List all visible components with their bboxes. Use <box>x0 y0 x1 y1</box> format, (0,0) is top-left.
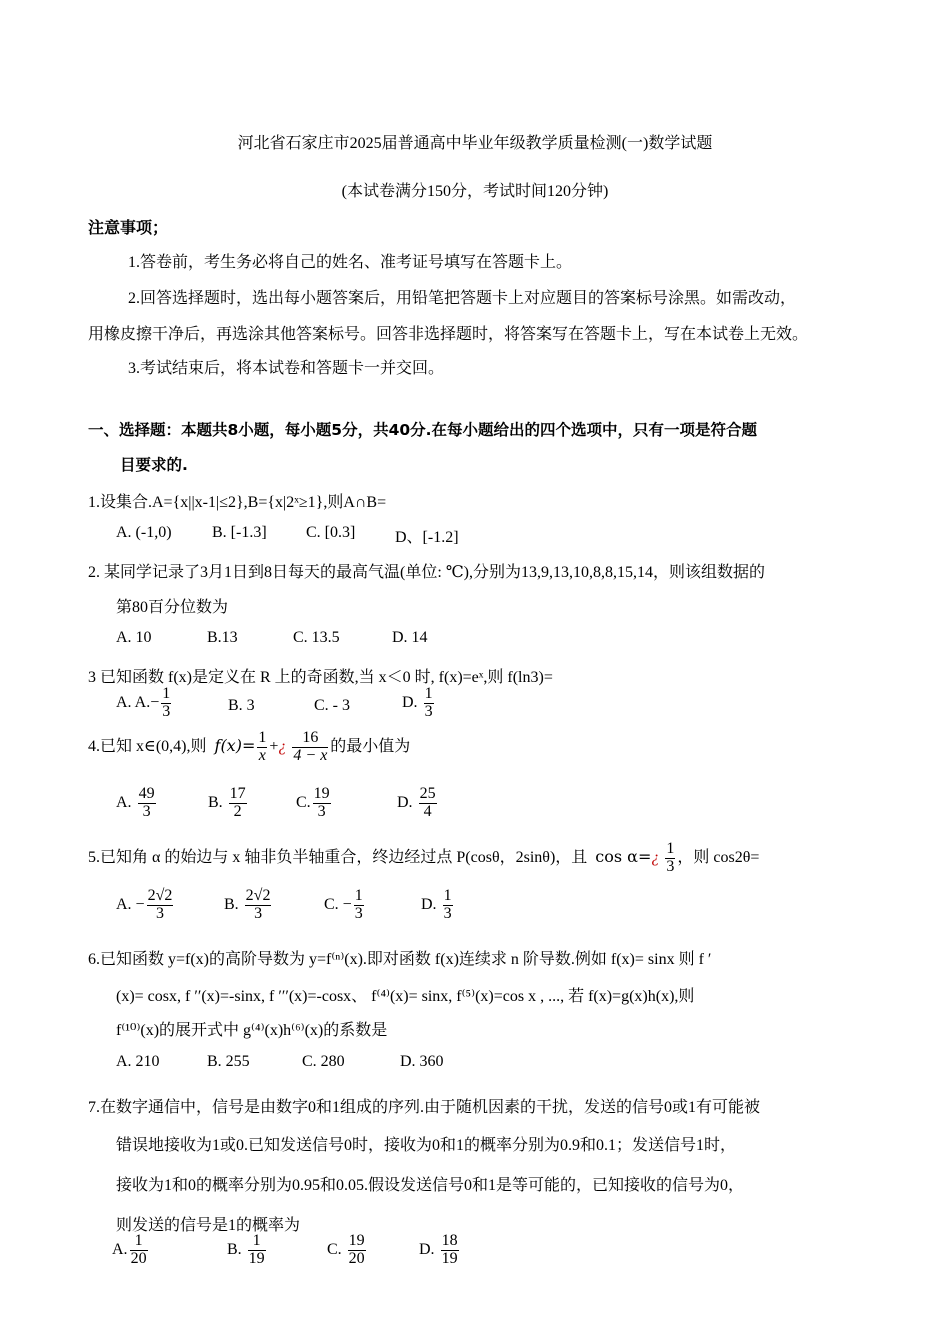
q6-option-a[interactable]: A. 210 <box>116 1053 160 1070</box>
section-heading: 一、选择题：本题共8小题，每小题5分，共40分.在每小题给出的四个选项中，只有一项是符合题 <box>88 421 758 439</box>
q3-option-d-fraction: $\frac{1}{3}$ <box>424 685 433 720</box>
question-1-stem: 1.设集合.A={x||x-1|≤2},B={x|2ˣ≥1},则A∩B= <box>88 494 387 511</box>
question-5-stem: 5.已知角 α 的始边与 x 轴非负半轴重合，终边经过点 P(cosθ，2sinθ)，且 cos α=¿ $\frac{1}{3}$ ，则 cos2θ= <box>88 840 760 875</box>
q3-option-d[interactable] <box>402 686 436 721</box>
notice-item-3: 3.考试结束后，将本试卷和答题卡一并交回。 <box>128 360 445 377</box>
q2-option-c[interactable]: C. 13.5 <box>293 629 340 646</box>
q3-option-a[interactable] <box>116 686 173 721</box>
q1-option-d[interactable]: D、[-1.2] <box>395 529 459 546</box>
q1-option-c[interactable]: C. [0.3] <box>306 524 356 541</box>
q5-option-a[interactable]: A. − $\frac{2√2}{3}$ <box>116 887 173 922</box>
question-7-line-3: 接收为1和0的概率分别为0.95和0.05.假设发送信号0和1是等可能的，已知接收的信号为0， <box>116 1177 745 1194</box>
q6-option-c[interactable]: C. 280 <box>302 1053 345 1070</box>
q4-option-d[interactable]: D. $\frac{25}{4}$ <box>397 785 436 820</box>
question-6-line-2: (x)= cosx, f ′′(x)=-sinx, f ′′′(x)=-cosx、 f⁽⁴⁾(x)= sinx, f⁽⁵⁾(x)=cos x , ..., 若 f(x)=g(x)h(x),则 <box>116 988 695 1005</box>
question-6-line-3: f⁽¹⁰⁾(x)的展开式中 g⁽⁴⁾(x)h⁽⁶⁾(x)的系数是 <box>116 1022 388 1039</box>
q7-option-d[interactable]: D. $\frac{18}{19}$ <box>419 1232 458 1267</box>
q7-option-a[interactable]: A. $\frac{1}{20}$ <box>112 1232 147 1267</box>
notice-item-1: 1.答卷前，考生务必将自己的姓名、准考证号填写在答题卡上。 <box>128 254 573 271</box>
q7-option-b[interactable]: B. $\frac{1}{19}$ <box>227 1232 265 1267</box>
q5-option-c[interactable]: C. − $\frac{1}{3}$ <box>324 887 363 922</box>
notice-heading: 注意事项； <box>88 218 169 237</box>
page-subtitle: (本试卷满分150分，考试时间120分钟) <box>341 183 609 200</box>
question-7-line-2: 错误地接收为1或0.已知发送信号0时，接收为0和1的概率分别为0.9和0.1；发送信号1时， <box>116 1137 737 1154</box>
q5-cos-fraction: $\frac{1}{3}$ <box>666 840 675 875</box>
question-2-stem: 2. 某同学记录了3月1日到8日每天的最高气温(单位: ℃),分别为13,9,13,10,8,8,15,14，则该组数据的 <box>88 564 766 581</box>
notice-item-2-cont: 用橡皮擦干净后，再选涂其他答案标号。回答非选择题时，将答案写在答题卡上，写在本试卷上无效。 <box>88 326 809 343</box>
q6-option-b[interactable]: B. 255 <box>207 1053 250 1070</box>
notice-item-2: 2.回答选择题时，选出每小题答案后，用铅笔把答题卡上对应题目的答案标号涂黑。如需改动， <box>128 290 797 307</box>
question-7-line-4: 则发送的信号是1的概率为 <box>116 1217 301 1234</box>
q4-option-a[interactable]: A. $\frac{49}{3}$ <box>116 785 155 820</box>
q2-option-a[interactable]: A. 10 <box>116 629 152 646</box>
q2-option-d[interactable]: D. 14 <box>392 629 428 646</box>
page-title: 河北省石家庄市2025届普通高中毕业年级教学质量检测(一)数学试题 <box>237 135 713 152</box>
q3-option-b[interactable]: B. 3 <box>228 697 255 714</box>
q1-option-b[interactable]: B. [-1.3] <box>212 524 267 541</box>
question-3-stem: 3 已知函数 f(x)是定义在 R 上的奇函数,当 x＜0 时, f(x)=eˣ,则 f(ln3)= <box>88 669 553 686</box>
question-7-line-1: 7.在数字通信中，信号是由数字0和1组成的序列.由于随机因素的干扰，发送的信号0或1有可能被 <box>88 1099 761 1116</box>
q4-term-2: $\frac{16}{4 - x}$ <box>293 729 328 764</box>
q4-option-c[interactable]: C. $\frac{19}{3}$ <box>296 785 330 820</box>
q3-option-c[interactable]: C. - 3 <box>314 697 350 714</box>
q3-option-a-fraction: $\frac{1}{3}$ <box>162 685 171 720</box>
question-6-line-1: 6.已知函数 y=f(x)的高阶导数为 y=f⁽ⁿ⁾(x).即对函数 f(x)连续求 n 阶导数.例如 f(x)= sinx 则 f ′ <box>88 951 712 968</box>
q3-option-d-label: D. <box>402 693 418 711</box>
section-heading-cont: 目要求的. <box>120 456 188 474</box>
q1-option-a[interactable]: A. (-1,0) <box>116 524 172 541</box>
q6-option-d[interactable]: D. 360 <box>400 1053 444 1070</box>
q4-term-1: $\frac{1}{x}$ <box>258 729 267 764</box>
q5-option-d[interactable]: D. $\frac{1}{3}$ <box>421 887 452 922</box>
q3-option-a-label: A. A.− <box>116 693 160 711</box>
q2-option-b[interactable]: B.13 <box>207 629 238 646</box>
q4-option-b[interactable]: B. $\frac{17}{2}$ <box>208 785 246 820</box>
question-2-stem-cont: 第80百分位数为 <box>116 599 229 616</box>
q7-option-c[interactable]: C. $\frac{19}{20}$ <box>327 1232 365 1267</box>
q5-option-b[interactable]: B. $\frac{2√2}{3}$ <box>224 887 271 922</box>
question-4-stem: 4.已知 x∈(0,4),则 f(x)= $\frac{1}{x}$ +¿ $\frac{16}{4 - x}$ 的最小值为 <box>88 729 411 764</box>
